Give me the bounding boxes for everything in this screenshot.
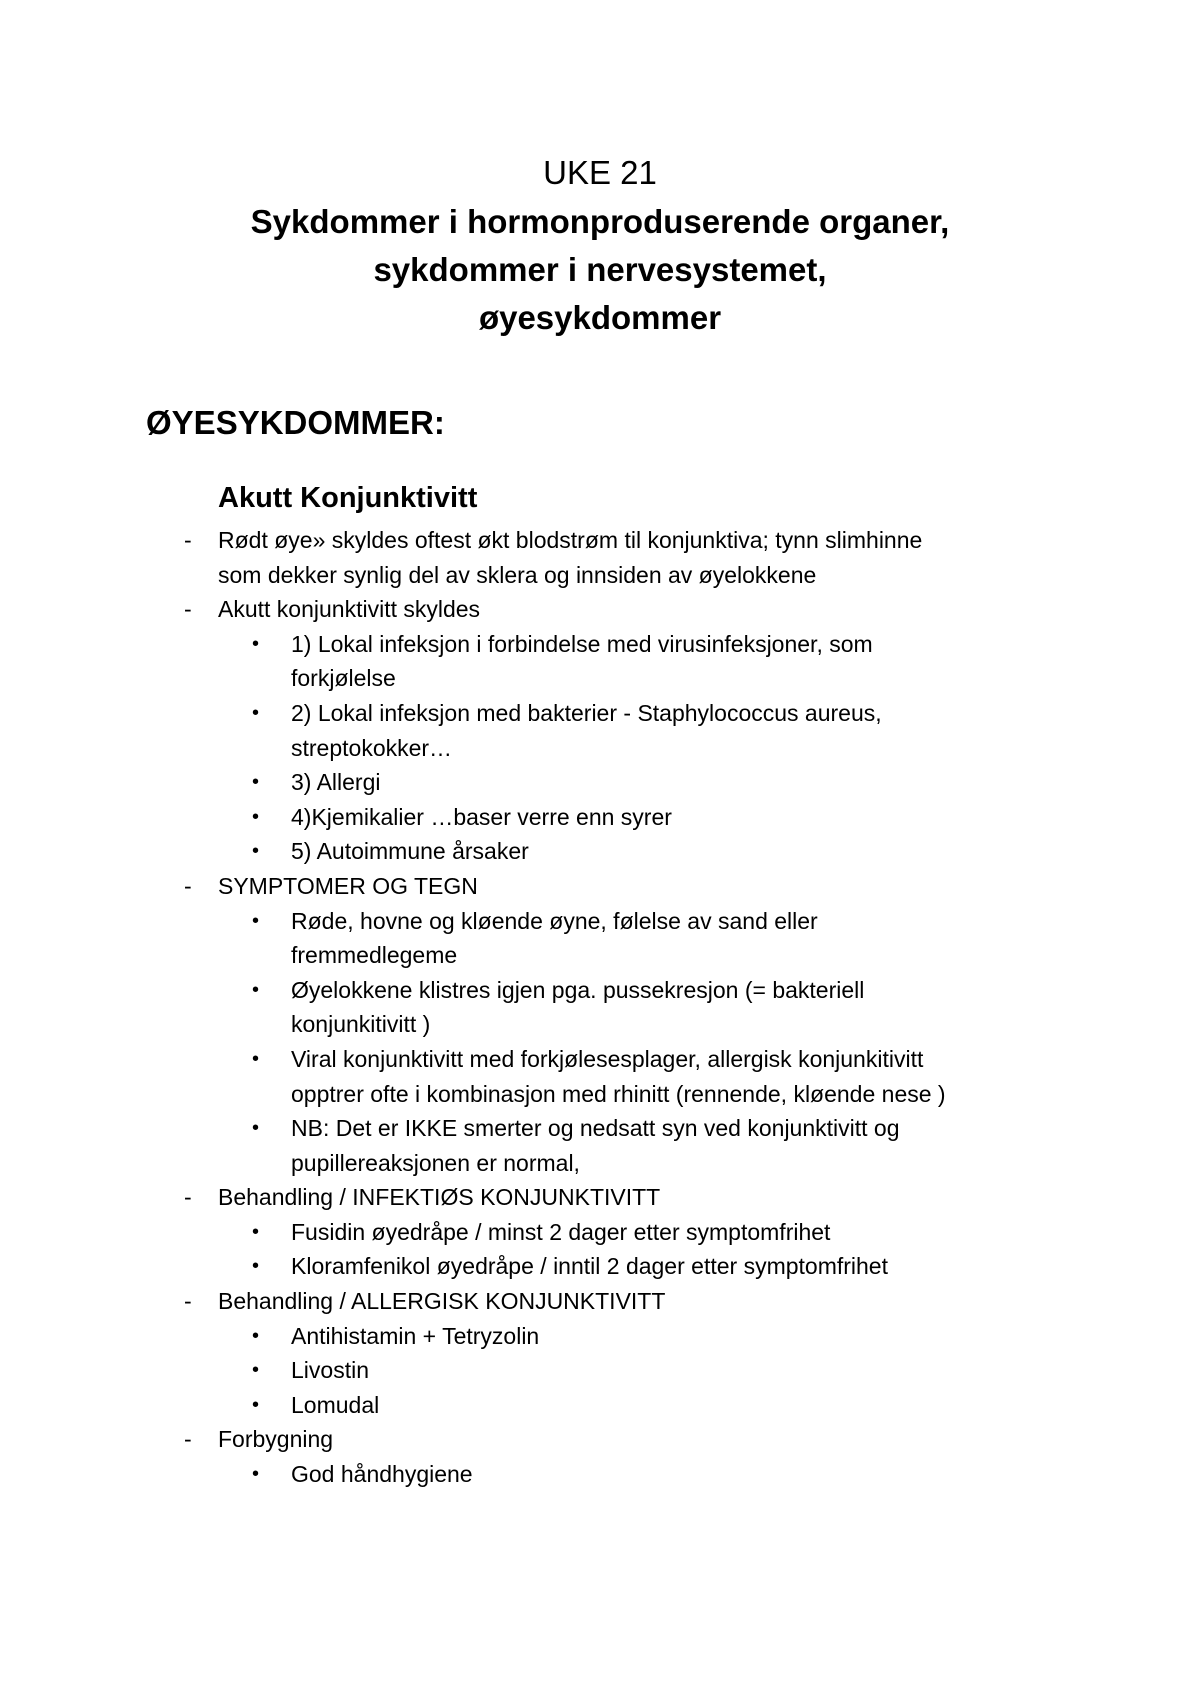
bullet-list-item [0,627,1200,696]
bullet-list-item [0,1319,1200,1354]
bullet-list-item [0,1042,1200,1111]
list-item-text: SYMPTOMER OG TEGN [218,872,478,899]
dash-list-item [0,1180,1200,1215]
list-item-text: som dekker synlig del av sklera og innsiden av øyelokkene [218,561,817,588]
list-item-text: fremmedlegeme [291,942,458,969]
bullet-list-item [0,1215,1200,1250]
title-line: sykdommer i nervesystemet, [373,251,827,288]
bullet-marker: • [252,1047,260,1070]
bullet-marker: • [252,1255,260,1278]
list-item-text: Akutt konjunktivitt skyldes [218,596,481,623]
dash-list-item [0,1422,1200,1457]
dash-marker: - [184,1184,192,1211]
bullet-list-item [0,1249,1200,1284]
list-item-text: streptokokker… [291,734,453,761]
list-item-text: pupillereaksjonen er normal, [291,1149,580,1176]
week-label: UKE 21 [543,154,657,191]
list-item-text: God håndhygiene [291,1461,473,1488]
dash-marker: - [184,596,192,623]
document-title [0,198,1200,342]
bullet-marker: • [252,1393,260,1416]
bullet-marker: • [252,909,260,932]
list-item-text: Livostin [291,1357,369,1384]
list-item-text: konjunkitivitt ) [291,1011,431,1038]
title-line: øyesykdommer [478,299,722,336]
dash-marker: - [184,1426,192,1453]
bullet-list-item [0,1111,1200,1180]
bullet-list-item [0,765,1200,800]
list-item-text: Antihistamin + Tetryzolin [291,1322,540,1349]
bullet-list-item [0,696,1200,765]
dash-list-item [0,592,1200,627]
list-item-text: Viral konjunktivitt med forkjølesesplager, allergisk konjunkitivitt [291,1045,924,1072]
bullet-marker: • [252,701,260,724]
bullet-list-item [0,973,1200,1042]
bullet-list-item [0,834,1200,869]
list-item-text: Behandling / INFEKTIØS KONJUNKTIVITT [218,1184,661,1211]
title-block [0,150,1200,342]
list-item-text: Fusidin øyedråpe / minst 2 dager etter symptomfrihet [291,1218,831,1245]
list-item-text: 3) Allergi [291,769,381,796]
bullet-marker: • [252,840,260,863]
list-item-text: Lomudal [291,1391,380,1418]
list-item-text: 1) Lokal infeksjon i forbindelse med virusinfeksjoner, som [291,630,873,657]
bullet-marker: • [252,1117,260,1140]
list-item-text: 2) Lokal infeksjon med bakterier - Staphylococcus aureus, [291,699,882,726]
bullet-marker: • [252,1220,260,1243]
list-item-text: Rødt øye» skyldes oftest økt blodstrøm til konjunktiva; tynn slimhinne [218,527,923,553]
bullet-marker: • [252,1463,260,1486]
dash-marker: - [184,1288,192,1315]
list-item-text: Øyelokkene klistres igjen pga. pussekresjon (= bakteriell [291,976,865,1003]
bullet-list-item [0,1457,1200,1492]
list-item-text: Behandling / ALLERGISK KONJUNKTIVITT [218,1288,666,1315]
bullet-list-item [0,1353,1200,1388]
bullet-marker: • [252,1359,260,1382]
bullet-marker: • [252,978,260,1001]
list-item-text: 5) Autoimmune årsaker [291,838,529,865]
list-item-text: opptrer ofte i kombinasjon med rhinitt (rennende, kløende nese ) [291,1080,946,1107]
list-item-text: Røde, hovne og kløende øyne, følelse av sand eller [291,907,818,934]
bullet-marker: • [252,771,260,794]
dash-list-item [0,523,1200,592]
notes-list [0,523,1200,1492]
title-line: Sykdommer i hormonproduserende organer, [250,203,950,240]
list-item-text: 4)Kjemikalier …baser verre enn syrer [291,803,672,830]
list-item-text: Kloramfenikol øyedråpe / inntil 2 dager etter symptomfrihet [291,1253,888,1280]
list-item-text: Forbygning [218,1426,334,1453]
bullet-marker: • [252,805,260,828]
list-item-text: NB: Det er IKKE smerter og nedsatt syn ved konjunktivitt og [291,1115,900,1142]
bullet-marker: • [252,632,260,655]
bullet-marker: • [252,1324,260,1347]
dash-list-item [0,1284,1200,1319]
subsection-heading: Akutt Konjunktivitt [218,482,478,514]
bullet-list-item [0,800,1200,835]
section-heading: ØYESYKDOMMER: [146,404,445,441]
dash-marker: - [184,527,192,553]
dash-marker: - [184,872,192,899]
list-item-text: forkjølelse [291,665,396,692]
dash-list-item [0,869,1200,904]
bullet-list-item [0,1388,1200,1423]
bullet-list-item [0,904,1200,973]
